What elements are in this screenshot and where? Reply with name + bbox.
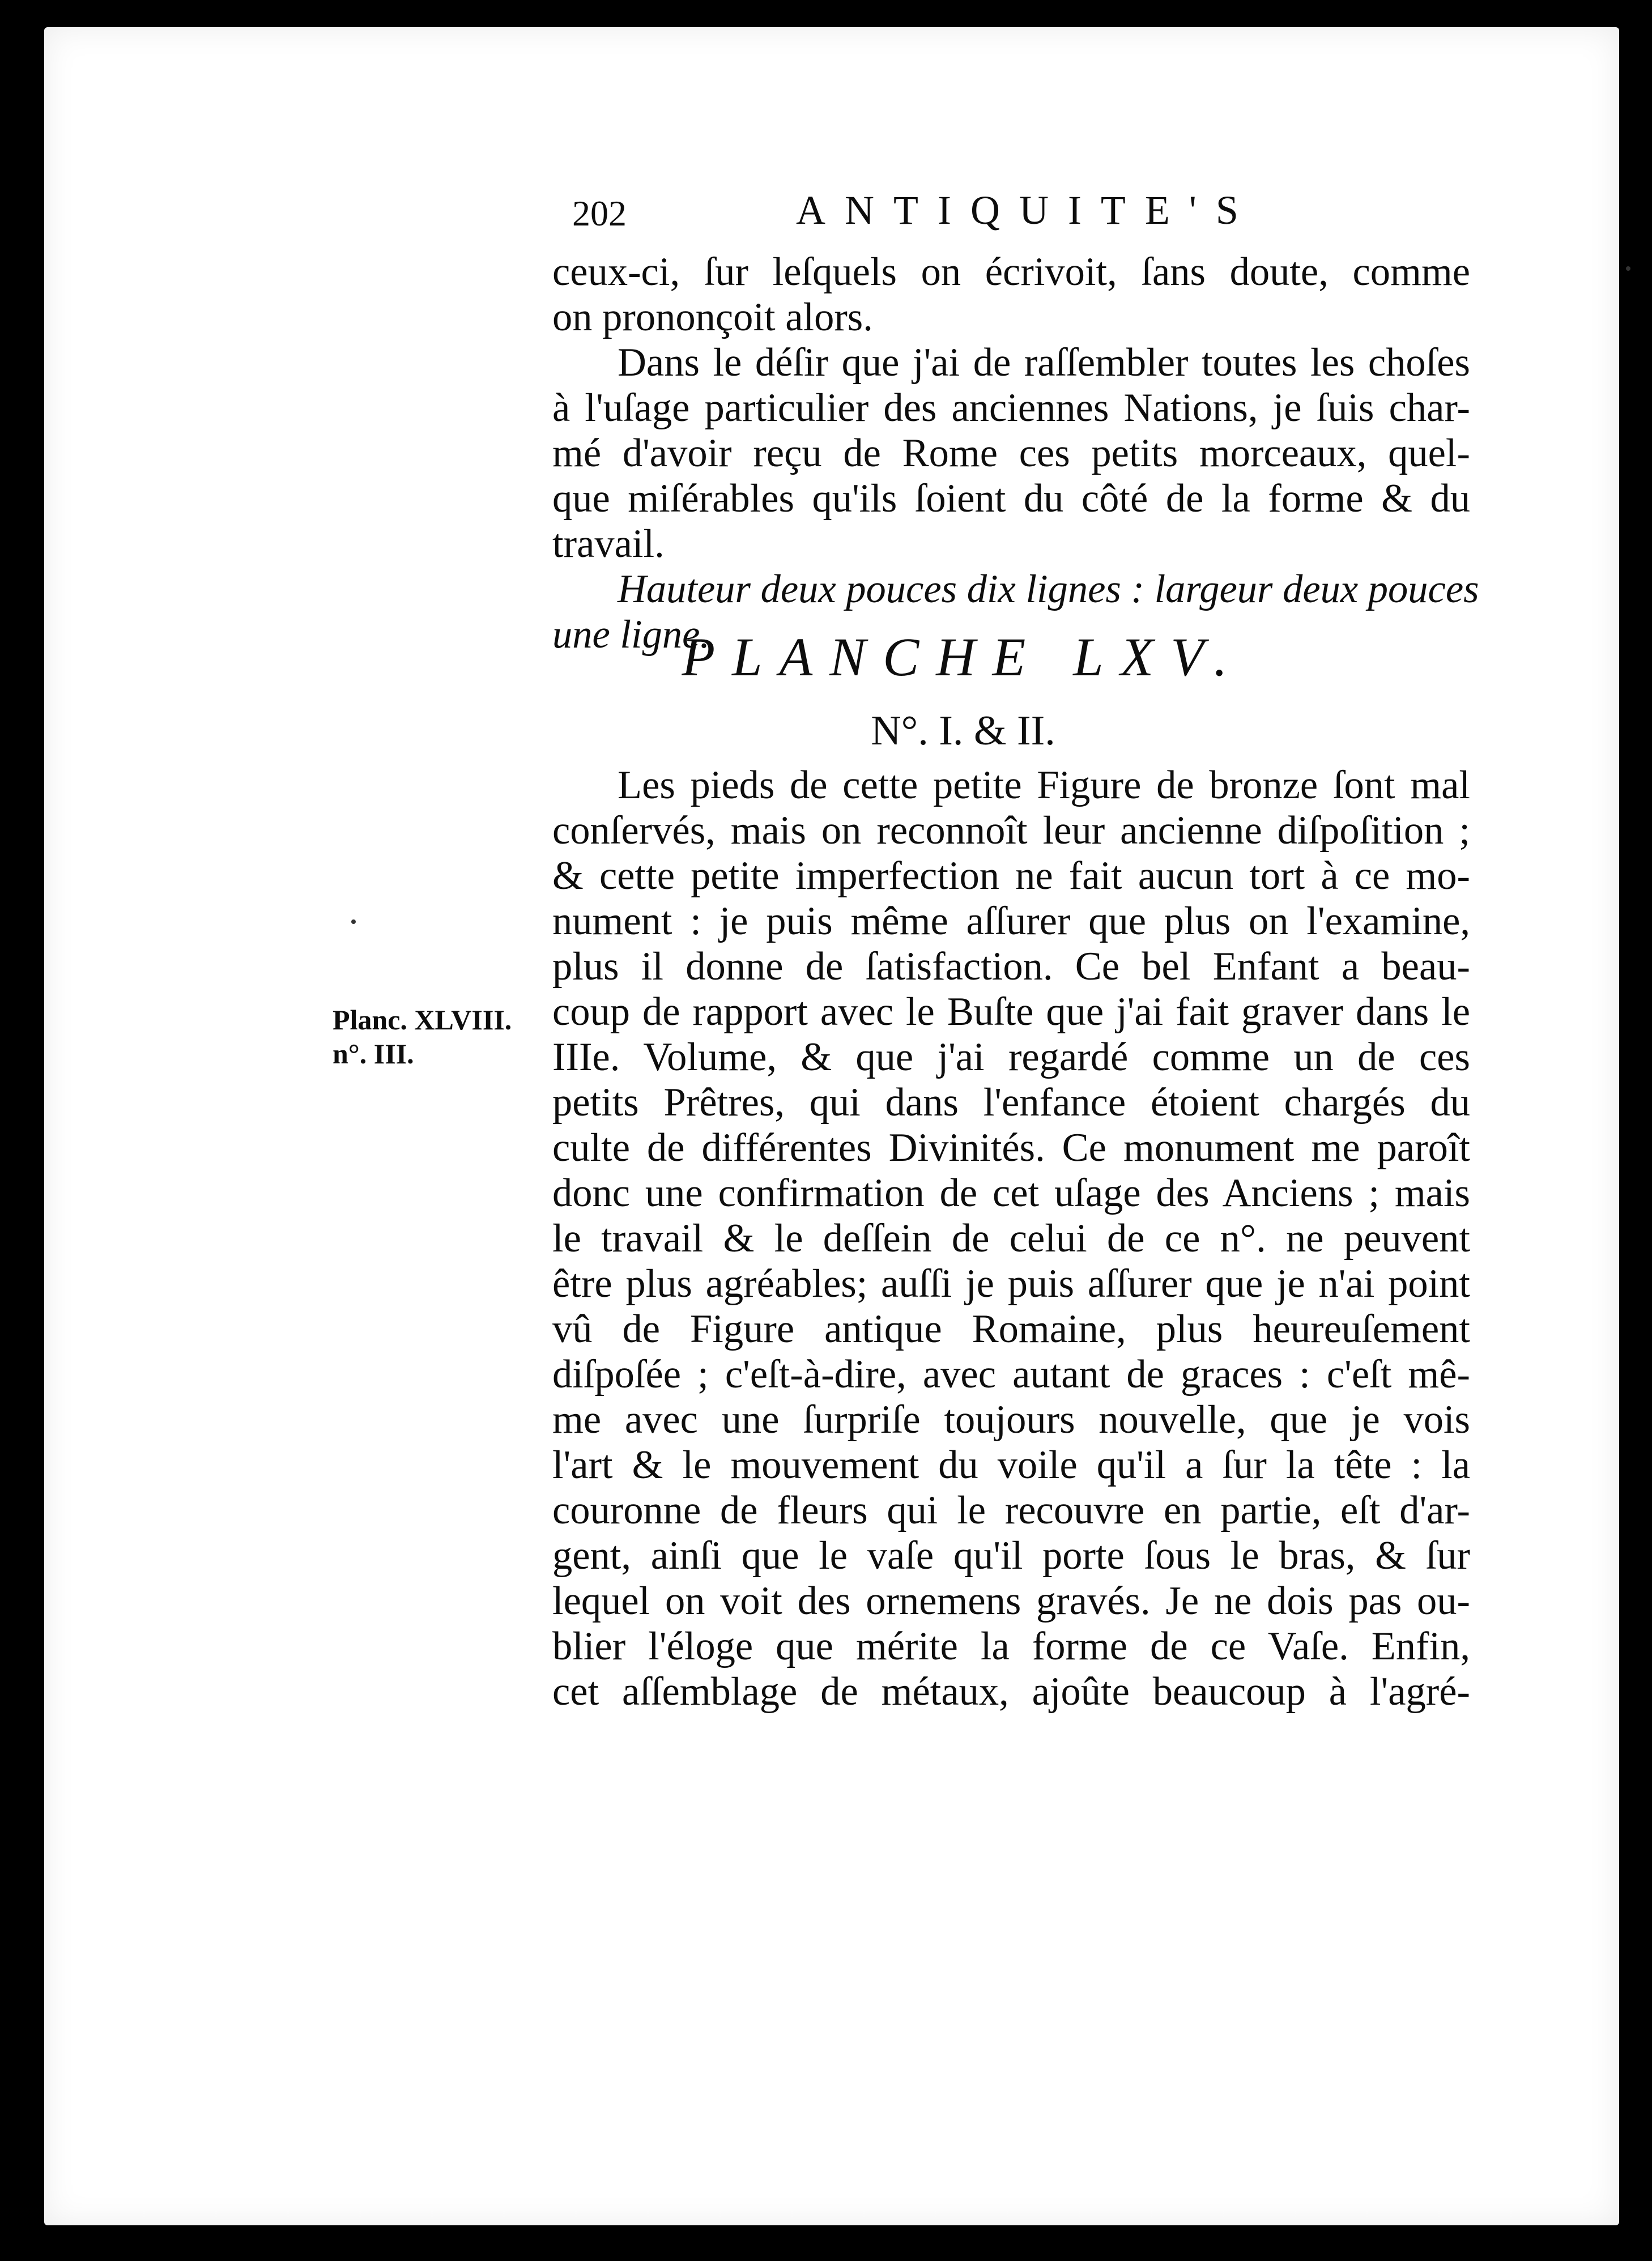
text-line: on prononçoit alors.: [552, 295, 873, 339]
page-number: 202: [572, 193, 627, 233]
plate-title: PLANCHE LXV.: [682, 627, 1245, 687]
text-line: plus il donne de ſatisfaction. Ce bel Enfant a beau-: [552, 944, 1470, 989]
page-header: [572, 187, 1292, 249]
margin-note: [333, 1003, 512, 1071]
text-line: le travail & le deſſein de celui de ce n°. ne peuvent: [552, 1216, 1470, 1261]
plate-subtitle: N°. I. & II.: [871, 708, 1055, 754]
text-line: blier l'éloge que mérite la forme de ce Vaſe. Enfin,: [552, 1624, 1470, 1668]
text-line: travail.: [552, 522, 665, 566]
text-line: donc une confirmation de cet uſage des Anciens ; mais: [552, 1171, 1470, 1215]
text-line: Les pieds de cette petite Figure de bronze ſont mal: [618, 763, 1470, 807]
running-head: ANTIQUITE'S: [796, 188, 1258, 233]
text-line: lequel on voit des ornemens gravés. Je ne dois pas ou-: [552, 1579, 1470, 1623]
text-line: l'art & le mouvement du voile qu'il a ſur la tête : la: [552, 1443, 1470, 1487]
text-line: nument : je puis même aſſurer que plus on l'examine,: [552, 899, 1470, 943]
text-line: me avec une ſurpriſe toujours nouvelle, que je vois: [552, 1398, 1470, 1442]
text-line: couronne de fleurs qui le recouvre en partie, eſt d'ar-: [552, 1488, 1470, 1532]
margin-note-line: n°. III.: [333, 1038, 414, 1070]
text-line: être plus agréables; auſſi je puis aſſurer que je n'ai point: [552, 1262, 1470, 1306]
text-line: vû de Figure antique Romaine, plus heureuſement: [552, 1307, 1470, 1351]
text-line: à l'uſage particulier des anciennes Nations, je ſuis char-: [552, 386, 1470, 430]
text-line: coup de rapport avec le Buſte que j'ai fait graver dans le: [552, 990, 1470, 1034]
dimensions-line: Hauteur deux pouces dix lignes : largeur deux pouces: [618, 567, 1479, 611]
margin-note-line: Planc. XLVIII.: [333, 1004, 512, 1036]
text-line: & cette petite imperfection ne fait aucun tort à ce mo-: [552, 854, 1470, 898]
text-line: gent, ainſi que le vaſe qu'il porte ſous le bras, & ſur: [552, 1534, 1470, 1578]
text-line: mé d'avoir reçu de Rome ces petits morceaux, quel-: [552, 431, 1470, 475]
text-line: ceux-ci, ſur leſquels on écrivoit, ſans doute, comme: [552, 250, 1470, 294]
text-line: que miſérables qu'ils ſoient du côté de la forme & du: [552, 476, 1470, 521]
text-line: culte de différentes Divinités. Ce monument me paroît: [552, 1126, 1470, 1170]
text-line: diſpoſée ; c'eſt-à-dire, avec autant de graces : c'eſt mê-: [552, 1352, 1470, 1396]
ink-speck: [351, 919, 356, 924]
ink-speck: [1626, 266, 1630, 271]
text-line: cet aſſemblage de métaux, ajoûte beaucoup à l'agré-: [552, 1670, 1470, 1714]
text-line: petits Prêtres, qui dans l'enfance étoient chargés du: [552, 1080, 1470, 1125]
dimensions-line: une ligne.: [552, 612, 710, 657]
opening-paragraphs: [552, 249, 1479, 657]
text-line: conſervés, mais on reconnoît leur ancienne diſpoſition ;: [552, 808, 1470, 853]
text-line: IIIe. Volume, & que j'ai regardé comme un de ces: [552, 1035, 1470, 1079]
main-paragraph: [552, 763, 1470, 1714]
text-line: Dans le déſir que j'ai de raſſembler toutes les choſes: [618, 340, 1470, 385]
